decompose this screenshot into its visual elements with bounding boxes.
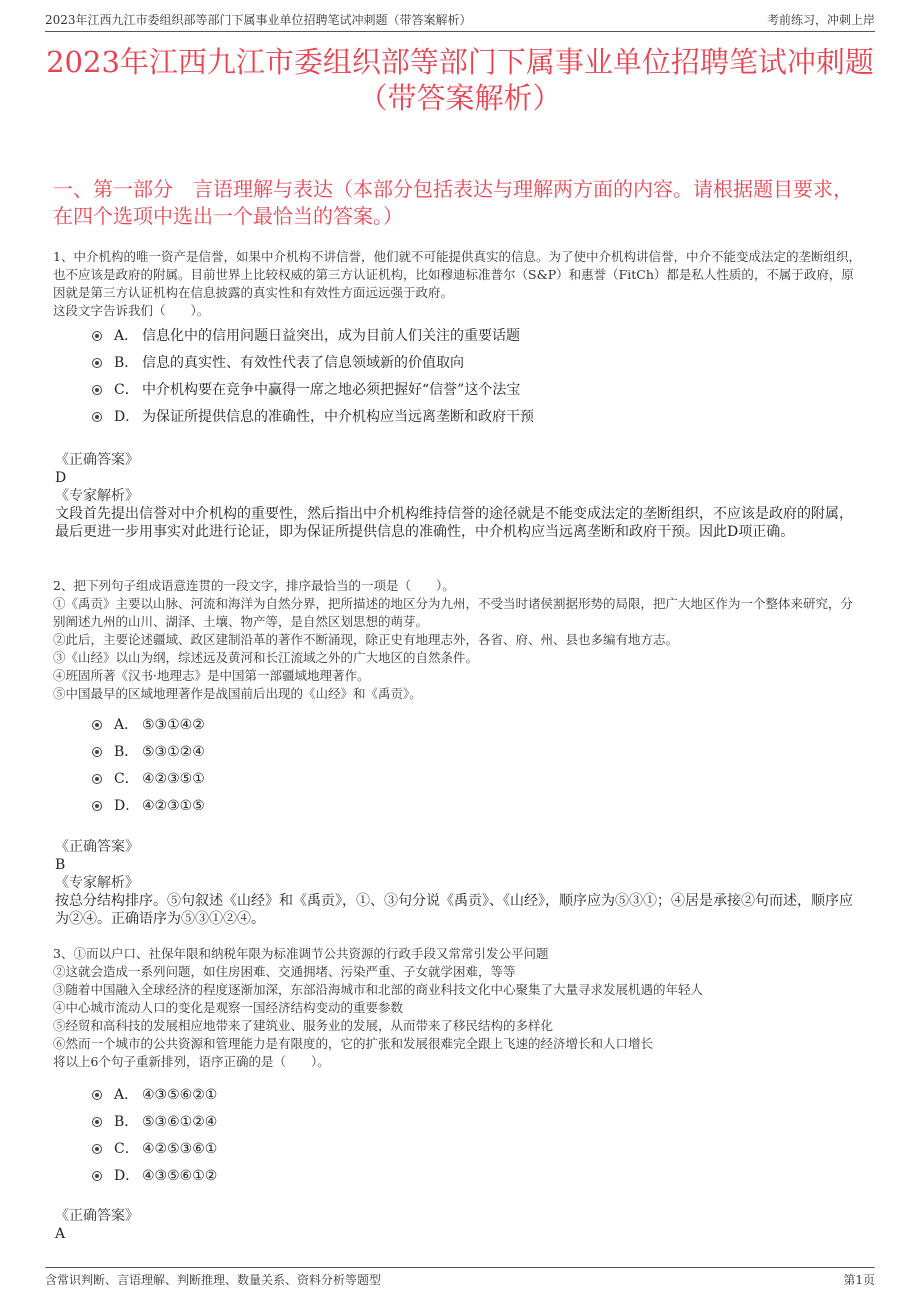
answer-value: B <box>55 857 66 873</box>
analysis-text: 按总分结构排序。⑤句叙述《山经》和《禹贡》，①、③句分说《禹贡》、《山经》，顺序应为⑤③①；④居是承接②句而述，顺序应为②④。正确语序为⑤③①②④。 <box>55 893 853 927</box>
answer-label: 《正确答案》 <box>55 1208 139 1224</box>
question-1-stem <box>53 248 865 320</box>
footer-rule <box>45 1267 875 1268</box>
analysis-label: 《专家解析》 <box>55 488 139 504</box>
option-d[interactable]: D． 为保证所提供信息的准确性，中介机构应当远离垄断和政府干预 <box>92 407 865 434</box>
question-prompt: 这段文字告诉我们（ ）。 <box>53 303 210 318</box>
question-text: 2、把下列句子组成语意连贯的一段文字，排序最恰当的一项是（ ）。 <box>53 578 455 593</box>
question-3-answer <box>55 1207 865 1243</box>
section-heading: 一、第一部分 言语理解与表达（本部分包括表达与理解两方面的内容。请根据题目要求，在四个选项中选出一个最恰当的答案。） <box>53 177 853 228</box>
radio-icon[interactable] <box>92 358 102 368</box>
answer-value: A <box>55 1226 66 1242</box>
option-d[interactable]: D． ④②③①⑤ <box>92 796 865 823</box>
page-number: 第1页 <box>843 1273 875 1287</box>
option-b[interactable]: B． ⑤③⑥①②④ <box>92 1112 865 1139</box>
radio-icon[interactable] <box>92 1090 102 1100</box>
radio-icon[interactable] <box>92 801 102 811</box>
question-text: 3、①而以户口、社保年限和纳税年限为标准调节公共资源的行政手段又常常引发公平问题 <box>53 946 549 961</box>
option-d[interactable]: D． ④③⑤⑥①② <box>92 1166 865 1193</box>
radio-icon[interactable] <box>92 720 102 730</box>
sentence: ④中心城市流动人口的变化是观察一国经济结构变动的重要参数 <box>53 1000 404 1015</box>
sentence: ①《禹贡》主要以山脉、河流和海洋为自然分界，把所描述的地区分为九州，不受当时诸侯割据形势的局限，把广大地区作为一个整体来研究，分别阐述九州的山川、湖泽、土壤、物产等，是自然区划思想的萌芽。 <box>53 596 854 629</box>
option-b[interactable]: B． 信息的真实性、有效性代表了信息领域新的价值取向 <box>92 353 865 380</box>
footer-note: 含常识判断、言语理解、判断推理、数量关系、资料分析等题型 <box>45 1273 382 1287</box>
header-slogan: 考前练习，冲刺上岸 <box>766 13 875 27</box>
sentence: ⑤经贸和高科技的发展相应地带来了建筑业、服务业的发展，从而带来了移民结构的多样化 <box>53 1018 554 1033</box>
analysis-text: 文段首先提出信誉对中介机构的重要性，然后指出中介机构维持信誉的途径就是不能变成法定的垄断组织，不应该是政府的附属，最后更进一步用事实对此进行论证，即为保证所提供信息的准确性，中介机构应当远离垄断和政府干预。因此D项正确。 <box>55 506 853 540</box>
radio-icon[interactable] <box>92 385 102 395</box>
page-header <box>45 11 875 28</box>
sentence: ⑤中国最早的区域地理著作是战国前后出现的《山经》和《禹贡》。 <box>53 686 422 701</box>
page-title: 2023年江西九江市委组织部等部门下属事业单位招聘笔试冲刺题（带答案解析） <box>46 45 874 115</box>
analysis-label: 《专家解析》 <box>55 875 139 891</box>
sentence: ②此后，主要论述疆域、政区建制沿革的著作不断涌现，除正史有地理志外，各省、府、州、县也多编有地方志。 <box>53 632 679 647</box>
question-prompt: 将以上6个句子重新排列，语序正确的是（ ）。 <box>53 1054 330 1069</box>
option-a[interactable]: A． ④③⑤⑥②① <box>92 1085 865 1112</box>
option-a[interactable]: A． ⑤③①④② <box>92 715 865 742</box>
question-3-options <box>92 1085 865 1193</box>
radio-icon[interactable] <box>92 1144 102 1154</box>
question-1-answer <box>55 451 865 541</box>
option-c[interactable]: C． ④②③⑤① <box>92 769 865 796</box>
question-2-options <box>92 715 865 823</box>
answer-value: D <box>55 470 67 486</box>
radio-icon[interactable] <box>92 774 102 784</box>
answer-label: 《正确答案》 <box>55 452 139 468</box>
option-c[interactable]: C． 中介机构要在竞争中赢得一席之地必须把握好“信誉”这个法宝 <box>92 380 865 407</box>
question-3-stem <box>53 945 865 1071</box>
sentence: ⑥然而一个城市的公共资源和管理能力是有限度的，它的扩张和发展很难完全跟上飞速的经济增长和人口增长 <box>53 1036 654 1051</box>
sentence: ③《山经》以山为纲，综述远及黄河和长江流域之外的广大地区的自然条件。 <box>53 650 479 665</box>
radio-icon[interactable] <box>92 412 102 422</box>
header-doc-title: 2023年江西九江市委组织部等部门下属事业单位招聘笔试冲刺题（带答案解析） <box>45 13 472 27</box>
radio-icon[interactable] <box>92 331 102 341</box>
header-rule <box>45 31 875 32</box>
question-2-stem <box>53 577 865 703</box>
radio-icon[interactable] <box>92 747 102 757</box>
question-1-options <box>92 326 865 434</box>
answer-label: 《正确答案》 <box>55 839 139 855</box>
question-text: 1、中介机构的唯一资产是信誉，如果中介机构不讲信誉，他们就不可能提供真实的信息。为了使中介机构讲信誉，中介不能变成法定的垄断组织，也不应该是政府的附属。目前世界上比较权威的第三方认证机构，比如穆迪标准普尔（S&P）和惠誉（FitCh）都是私人性质的，不属于政府，原因就是第三方认证机构在信息披露的真实性和有效性方面远远强于政府。 <box>53 249 861 300</box>
page-footer <box>45 1271 875 1288</box>
sentence: ③随着中国融入全球经济的程度逐渐加深，东部沿海城市和北部的商业科技文化中心聚集了大量寻求发展机遇的年轻人 <box>53 982 704 997</box>
sentence: ④班固所著《汉书·地理志》是中国第一部疆域地理著作。 <box>53 668 370 683</box>
question-2-answer <box>55 838 865 928</box>
option-b[interactable]: B． ⑤③①②④ <box>92 742 865 769</box>
option-a[interactable]: A． 信息化中的信用问题日益突出，成为目前人们关注的重要话题 <box>92 326 865 353</box>
radio-icon[interactable] <box>92 1117 102 1127</box>
option-c[interactable]: C． ④②⑤③⑥① <box>92 1139 865 1166</box>
sentence: ②这就会造成一系列问题，如住房困难、交通拥堵、污染严重、子女就学困难，等等 <box>53 964 516 979</box>
radio-icon[interactable] <box>92 1171 102 1181</box>
